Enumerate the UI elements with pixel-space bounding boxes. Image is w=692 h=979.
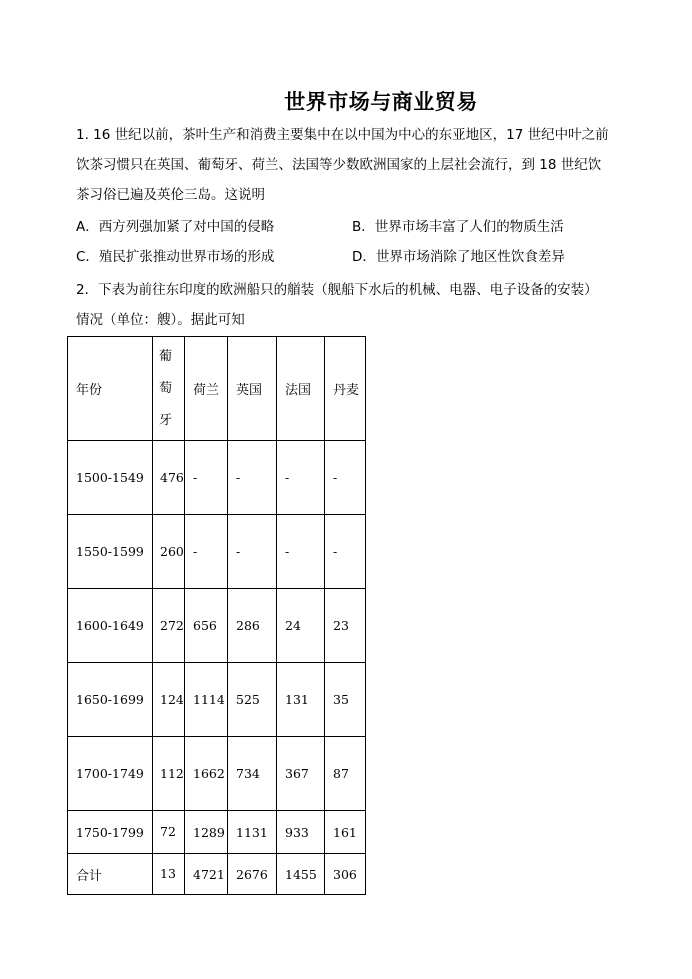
table-row	[68, 737, 366, 811]
cell-portugal: 272	[153, 589, 185, 663]
ships-table	[67, 336, 366, 895]
option-d[interactable]: D．世界市场消除了地区性饮食差异	[352, 249, 565, 265]
cell-netherlands: 1289	[185, 811, 228, 854]
option-c[interactable]: C．殖民扩张推动世界市场的形成	[76, 249, 275, 265]
cell-denmark: -	[325, 515, 366, 589]
cell-britain: 2676	[228, 854, 277, 895]
cell-britain: -	[228, 441, 277, 515]
cell-france: 367	[277, 737, 325, 811]
option-b[interactable]: B．世界市场丰富了人们的物质生活	[352, 219, 564, 235]
cell-netherlands: -	[185, 515, 228, 589]
cell-year: 1600-1649	[68, 589, 153, 663]
cell-france: -	[277, 441, 325, 515]
question-1-options	[76, 212, 636, 272]
question-1-line: 饮茶习惯只在英国、葡萄牙、荷兰、法国等少数欧洲国家的上层社会流行，到 18 世纪饮	[76, 157, 602, 173]
cell-portugal: 112	[153, 737, 185, 811]
cell-denmark: 306	[325, 854, 366, 895]
cell-year: 1700-1749	[68, 737, 153, 811]
cell-denmark: -	[325, 441, 366, 515]
cell-britain: 734	[228, 737, 277, 811]
question-1-line: 1. 16 世纪以前，茶叶生产和消费主要集中在以中国为中心的东亚地区，17 世纪中叶之前	[76, 127, 609, 143]
cell-france: 131	[277, 663, 325, 737]
cell-netherlands: 1662	[185, 737, 228, 811]
cell-portugal: 13	[153, 854, 185, 895]
cell-denmark: 87	[325, 737, 366, 811]
cell-year: 1750-1799	[68, 811, 153, 854]
cell-year: 1650-1699	[68, 663, 153, 737]
table-row	[68, 663, 366, 737]
cell-netherlands: 656	[185, 589, 228, 663]
cell-denmark: 23	[325, 589, 366, 663]
cell-portugal: 124	[153, 663, 185, 737]
cell-netherlands: 1114	[185, 663, 228, 737]
table-row	[68, 589, 366, 663]
cell-france: -	[277, 515, 325, 589]
cell-year: 1550-1599	[68, 515, 153, 589]
cell-france: 1455	[277, 854, 325, 895]
header-britain: 英国	[228, 337, 277, 441]
question-2-line: 2．下表为前往东印度的欧洲船只的艏装（舰船下水后的机械、电器、电子设备的安装）	[76, 282, 598, 298]
header-portugal: 葡萄牙	[153, 337, 185, 441]
cell-france: 24	[277, 589, 325, 663]
header-year: 年份	[68, 337, 153, 441]
table-header-row	[68, 337, 366, 441]
question-2-line: 情况（单位：艘）。据此可知	[76, 312, 245, 328]
question-1-stem	[76, 120, 636, 210]
header-denmark: 丹麦	[325, 337, 366, 441]
cell-netherlands: -	[185, 441, 228, 515]
cell-britain: 286	[228, 589, 277, 663]
table-total-row	[68, 854, 366, 895]
cell-denmark: 161	[325, 811, 366, 854]
cell-portugal: 476	[153, 441, 185, 515]
question-1-line: 茶习俗已遍及英伦三岛。这说明	[76, 187, 265, 203]
cell-portugal: 72	[153, 811, 185, 854]
table-row	[68, 515, 366, 589]
page-title: 世界市场与商业贸易	[284, 90, 478, 114]
cell-year: 1500-1549	[68, 441, 153, 515]
question-2-stem	[76, 275, 636, 335]
cell-britain: -	[228, 515, 277, 589]
cell-denmark: 35	[325, 663, 366, 737]
option-a[interactable]: A．西方列强加紧了对中国的侵略	[76, 219, 275, 235]
cell-total-label: 合计	[68, 854, 153, 895]
options-row-cd	[76, 242, 636, 272]
options-row-ab	[76, 212, 636, 242]
table-row	[68, 811, 366, 854]
cell-france: 933	[277, 811, 325, 854]
cell-britain: 525	[228, 663, 277, 737]
cell-britain: 1131	[228, 811, 277, 854]
cell-portugal: 260	[153, 515, 185, 589]
header-netherlands: 荷兰	[185, 337, 228, 441]
header-france: 法国	[277, 337, 325, 441]
table-row	[68, 441, 366, 515]
cell-netherlands: 4721	[185, 854, 228, 895]
